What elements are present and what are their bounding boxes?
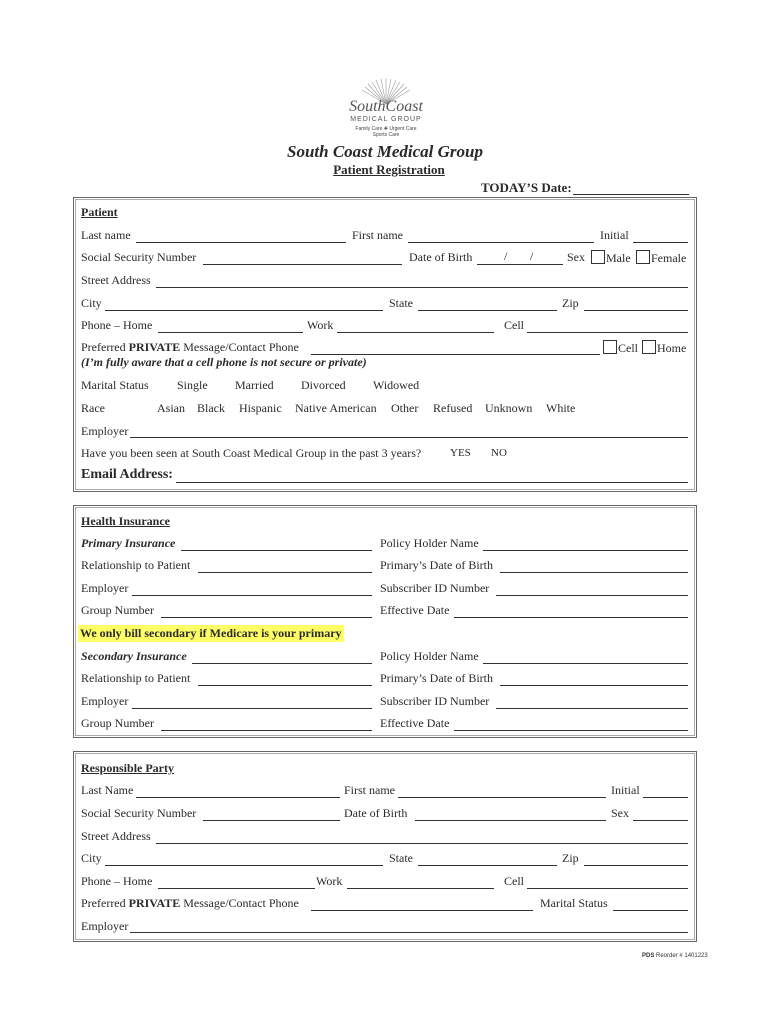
race-option[interactable]: Native American [295,401,377,415]
rp-work-phone-field[interactable] [347,888,494,889]
rp-sex-label: Sex [611,806,629,820]
male-label: Male [606,251,631,265]
ssn-label: Social Security Number [81,250,197,264]
rp-preferred-phone-field[interactable] [311,910,533,911]
marital-option[interactable]: Single [177,378,208,392]
rp-state-label: State [389,851,413,865]
policy-holder-label: Policy Holder Name [380,536,479,550]
marital-option[interactable]: Divorced [301,378,346,392]
primary-dob-field[interactable] [500,572,688,573]
work-phone-label: Work [307,318,334,332]
rp-street-label: Street Address [81,829,151,843]
dob-separator: / [504,249,508,263]
dob-label: Date of Birth [409,250,473,264]
rp-city-label: City [81,851,102,865]
female-checkbox[interactable] [636,250,650,264]
rp-initial-label: Initial [611,783,640,797]
primary-insurance-label: Primary Insurance [81,536,176,550]
group-number-field[interactable] [161,617,372,618]
secondary-insurance-field[interactable] [192,663,372,664]
marital-status-label: Marital Status [81,378,149,392]
first-name-field[interactable] [408,242,594,243]
rp-marital-field[interactable] [613,910,688,911]
secondary-group-number-field[interactable] [161,730,372,731]
secondary-policy-holder-field[interactable] [483,663,688,664]
logo-brand: SouthCoast [349,98,423,115]
effective-date-label: Effective Date [380,603,450,617]
rp-initial-field[interactable] [643,797,688,798]
rp-preferred-prefix: Preferred [81,896,129,910]
rp-city-field[interactable] [105,865,383,866]
home-option[interactable] [642,340,686,356]
policy-holder-label: Policy Holder Name [380,649,479,663]
cell-checkbox[interactable] [603,340,617,354]
pds-brand: PDS [642,953,655,959]
preferred-private: PRIVATE [128,340,181,354]
state-field[interactable] [418,310,557,311]
rp-cell-phone-label: Cell [504,874,524,888]
rp-home-phone-label: Phone – Home [81,874,153,888]
rp-state-field[interactable] [418,865,557,866]
seen-no-option[interactable]: NO [491,447,507,459]
rp-zip-field[interactable] [584,865,688,866]
rp-ssn-field[interactable] [203,820,340,821]
cell-option-label: Cell [618,341,638,355]
rp-cell-phone-field[interactable] [527,888,688,889]
zip-field[interactable] [584,310,688,311]
state-label: State [389,296,413,310]
preferred-suffix: Message/Contact Phone [180,340,299,354]
rp-preferred-suffix: Message/Contact Phone [180,896,299,910]
cell-phone-label: Cell [504,318,524,332]
subscriber-id-field[interactable] [496,595,688,596]
cell-phone-field[interactable] [527,332,688,333]
race-option[interactable]: Unknown [485,401,533,415]
zip-label: Zip [562,296,579,310]
logo [346,76,426,140]
rp-sex-field[interactable] [633,820,688,821]
employer-field[interactable] [130,437,688,438]
sex-label: Sex [567,250,585,264]
insurance-heading: Health Insurance [81,514,171,528]
effective-date-field[interactable] [454,617,688,618]
secondary-employer-field[interactable] [132,708,372,709]
policy-holder-field[interactable] [483,550,688,551]
female-label: Female [651,251,687,265]
seen-yes-option[interactable]: YES [450,447,471,459]
rp-employer-label: Employer [81,919,129,933]
responsible-party-section [73,751,697,942]
patient-heading: Patient [81,205,118,219]
subscriber-id-label: Subscriber ID Number [380,694,490,708]
rp-dob-field[interactable] [415,820,606,821]
today-date-field[interactable] [573,194,689,195]
rp-employer-field[interactable] [130,932,688,933]
page-title: South Coast Medical Group [286,142,483,161]
race-option[interactable]: Hispanic [239,401,282,415]
secondary-relationship-field[interactable] [198,685,372,686]
relationship-label: Relationship to Patient [81,671,191,685]
logo-sub: MEDICAL GROUP [350,116,422,123]
last-name-field[interactable] [136,242,346,243]
dob-field[interactable] [477,264,563,265]
rp-preferred-phone-label [81,896,299,911]
marital-option[interactable]: Widowed [373,378,420,392]
responsible-heading: Responsible Party [81,761,174,775]
race-option[interactable]: Refused [433,401,473,415]
rp-last-name-field[interactable] [136,797,340,798]
page-subtitle: Patient Registration [333,162,445,177]
rp-home-phone-field[interactable] [158,888,315,889]
rp-first-name-label: First name [344,783,395,797]
home-option-label: Home [657,341,687,355]
secondary-primary-dob-field[interactable] [500,685,688,686]
home-phone-field[interactable] [158,332,303,333]
seen-before-question: Have you been seen at South Coast Medical Group in the past 3 years? [81,446,422,460]
race-option[interactable]: Black [197,401,225,415]
male-checkbox[interactable] [591,250,605,264]
today-date-label: TODAY’S Date: [481,180,572,195]
rp-dob-label: Date of Birth [344,806,408,820]
female-option[interactable] [636,250,686,266]
group-number-label: Group Number [81,716,154,730]
marital-option[interactable]: Married [235,378,274,392]
secondary-subscriber-id-field[interactable] [496,708,688,709]
preferred-prefix: Preferred [81,340,129,354]
insurance-employer-label: Employer [81,694,129,708]
home-checkbox[interactable] [642,340,656,354]
street-label: Street Address [81,273,151,287]
primary-dob-label: Primary’s Date of Birth [380,558,493,572]
initial-label: Initial [600,228,629,242]
rp-work-phone-label: Work [316,874,343,888]
male-option[interactable] [591,250,631,266]
street-field[interactable] [156,287,688,288]
dob-separator: / [530,249,534,263]
primary-dob-label: Primary’s Date of Birth [380,671,493,685]
logo-tagline-2: Sports Care [372,132,400,138]
group-number-label: Group Number [81,603,154,617]
employer-label: Employer [81,424,129,438]
race-option[interactable]: White [546,401,576,415]
race-option[interactable]: Other [391,401,419,415]
secondary-insurance-label: Secondary Insurance [81,649,187,663]
rp-marital-label: Marital Status [540,896,608,910]
rp-street-field[interactable] [156,843,688,844]
last-name-label: Last name [81,228,131,242]
relationship-label: Relationship to Patient [81,558,191,572]
home-phone-label: Phone – Home [81,318,153,332]
email-label: Email Address: [81,467,173,482]
ssn-field[interactable] [203,264,402,265]
rp-preferred-private: PRIVATE [128,896,181,910]
initial-field[interactable] [633,242,688,243]
work-phone-field[interactable] [337,332,494,333]
rp-ssn-label: Social Security Number [81,806,197,820]
city-field[interactable] [105,310,383,311]
subscriber-id-label: Subscriber ID Number [380,581,490,595]
primary-insurance-field[interactable] [181,550,372,551]
first-name-label: First name [352,228,403,242]
insurance-employer-field[interactable] [132,595,372,596]
insurance-employer-label: Employer [81,581,129,595]
medicare-note: We only bill secondary if Medicare is your primary [80,626,342,640]
effective-date-label: Effective Date [380,716,450,730]
reorder-text: Reorder # 1401223 [656,953,708,959]
secondary-effective-date-field[interactable] [454,730,688,731]
rp-first-name-field[interactable] [398,797,606,798]
rp-last-name-label: Last Name [81,783,134,797]
race-option[interactable]: Asian [157,401,185,415]
reorder-number [642,953,708,959]
city-label: City [81,296,102,310]
logo-tagline: Family Care ✚ Urgent Care [355,126,417,132]
relationship-field[interactable] [198,572,372,573]
rp-zip-label: Zip [562,851,579,865]
email-field[interactable] [176,482,688,483]
preferred-phone-label [81,340,299,355]
race-label: Race [81,401,105,415]
cell-security-note: (I’m fully aware that a cell phone is not secure or private) [81,355,367,369]
cell-option[interactable] [603,340,638,356]
